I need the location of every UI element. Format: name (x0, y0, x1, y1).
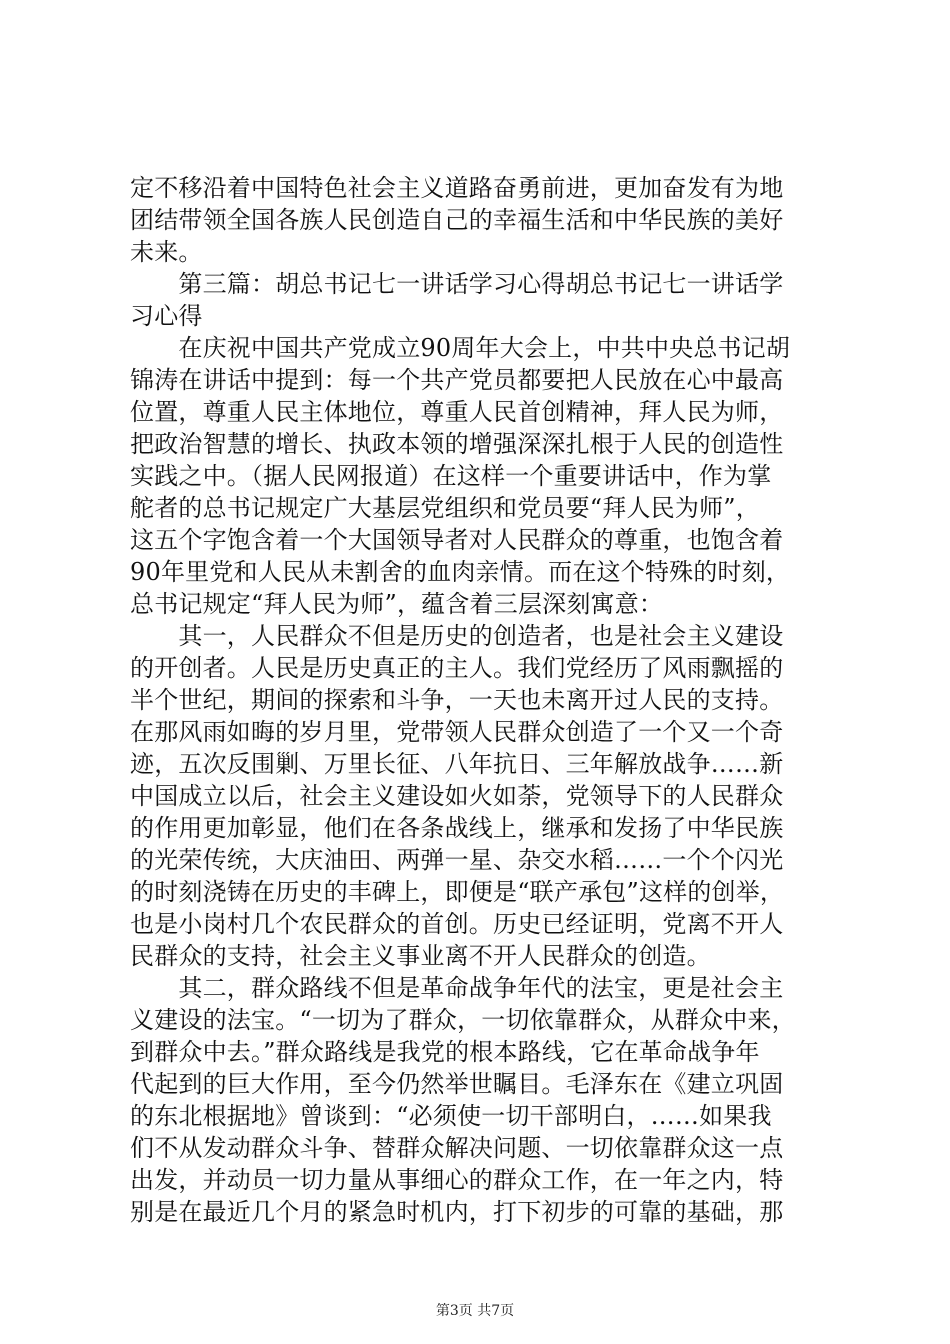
text-line: 的作用更加彰显，他们在各条战线上，继承和发扬了中华民族 (130, 814, 784, 842)
text-line: 第三篇：胡总书记七一讲话学习心得胡总书记七一讲话学 (130, 270, 784, 298)
text-line: 别是在最近几个月的紧急时机内，打下初步的可靠的基础，那 (130, 1198, 784, 1226)
text-line: 实践之中。（据人民网报道）在这样一个重要讲话中，作为掌 (130, 462, 772, 490)
text-line: 把政治智慧的增长、执政本领的增强深深扎根于人民的创造性 (130, 430, 784, 458)
text-line: 的时刻浇铸在历史的丰碑上，即便是“联产承包”这样的创举， (130, 878, 785, 906)
text-line: 代起到的巨大作用，至今仍然举世瞩目。毛泽东在《建立巩固 (130, 1070, 784, 1098)
text-line: 其二，群众路线不但是革命战争年代的法宝，更是社会主 (130, 974, 784, 1002)
text-line: 出发，并动员一切力量从事细心的群众工作，在一年之内，特 (130, 1166, 784, 1194)
text-line: 中国成立以后，社会主义建设如火如荼，党领导下的人民群众 (130, 782, 784, 810)
text-line: 的东北根据地》曾谈到：“必须使一切干部明白，……如果我 (130, 1102, 772, 1130)
text-line: 习心得 (130, 302, 203, 330)
text-line: 锦涛在讲话中提到：每一个共产党员都要把人民放在心中最高 (130, 366, 784, 394)
text-line: 义建设的法宝。“一切为了群众，一切依靠群众，从群众中来， (130, 1006, 796, 1034)
text-line: 未来。 (130, 238, 203, 266)
text-line: 90年里党和人民从未割舍的血肉亲情。而在这个特殊的时刻， (130, 558, 791, 586)
page-footer: 第3页 共7页 (435, 1303, 515, 1319)
text-line: 的开创者。人民是历史真正的主人。我们党经历了风雨飘摇的 (130, 654, 784, 682)
text-line: 的光荣传统，大庆油田、两弹一星、杂交水稻……一个个闪光 (130, 846, 784, 874)
text-line: 团结带领全国各族人民创造自己的幸福生活和中华民族的美好 (130, 206, 784, 234)
text-line: 位置，尊重人民主体地位，尊重人民首创精神，拜人民为师， (130, 398, 784, 426)
text-line: 总书记规定“拜人民为师”，蕴含着三层深刻寓意： (130, 590, 664, 618)
text-line: 在庆祝中国共产党成立90周年大会上，中共中央总书记胡 (130, 334, 791, 362)
text-line: 定不移沿着中国特色社会主义道路奋勇前进，更加奋发有为地 (130, 174, 784, 202)
text-line: 其一，人民群众不但是历史的创造者，也是社会主义建设 (130, 622, 784, 650)
body-text (130, 172, 830, 1228)
text-line: 半个世纪，期间的探索和斗争，一天也未离开过人民的支持。 (130, 686, 784, 714)
text-line: 这五个字饱含着一个大国领导者对人民群众的尊重，也饱含着 (130, 526, 784, 554)
text-line: 在那风雨如晦的岁月里，党带领人民群众创造了一个又一个奇 (130, 718, 784, 746)
text-line: 迹，五次反围剿、万里长征、八年抗日、三年解放战争……新 (130, 750, 784, 778)
text-line: 舵者的总书记规定广大基层党组织和党员要“拜人民为师”， (130, 494, 760, 522)
text-line: 们不从发动群众斗争、替群众解决问题、一切依靠群众这一点 (130, 1134, 784, 1162)
text-line: 到群众中去。”群众路线是我党的根本路线，它在革命战争年 (130, 1038, 760, 1066)
text-line: 也是小岗村几个农民群众的首创。历史已经证明，党离不开人 (130, 910, 784, 938)
text-line: 民群众的支持，社会主义事业离不开人民群众的创造。 (130, 942, 711, 970)
